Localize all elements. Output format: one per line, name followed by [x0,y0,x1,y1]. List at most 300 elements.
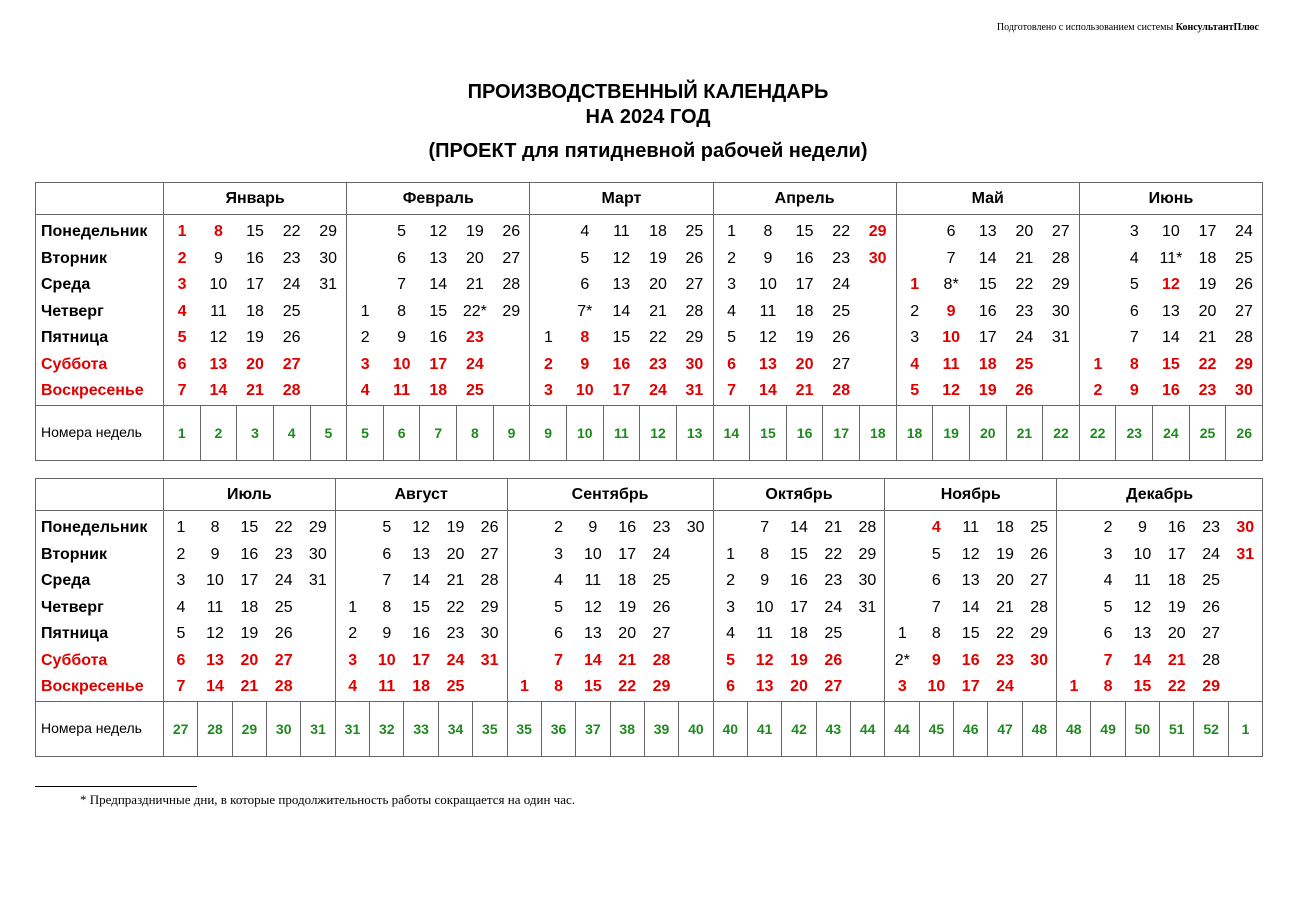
day-cell [816,511,850,542]
holiday-day: 26 [1015,382,1034,400]
day-cell [610,595,644,622]
work-day: 21 [824,519,843,537]
holiday-day: 16 [1162,382,1180,400]
day-cell [860,272,897,299]
day-cell [273,215,310,246]
holiday-day: 23 [649,355,667,373]
holiday-day: 9 [946,302,956,320]
day-cell [1043,325,1080,352]
work-day: 29 [480,598,499,616]
work-day: 20 [1198,302,1217,320]
work-day: 24 [1015,329,1034,347]
work-day: 21 [465,276,484,294]
holiday-day: 15 [583,678,602,696]
day-cell [335,621,369,648]
day-cell [267,511,301,542]
day-cell [576,674,610,701]
day-cell [1228,595,1262,622]
work-day: 15 [612,329,631,347]
day-cell [273,378,310,405]
day-cell [750,299,787,326]
day-cell [1006,352,1043,379]
holiday-day: 7 [1103,651,1113,669]
week-number: 52 [1194,701,1228,756]
work-day: 10 [206,572,224,590]
day-cell [507,674,541,701]
weekday-row [36,568,1263,595]
weekday-row [36,648,1263,675]
work-day: 2 [360,329,370,347]
work-day: 9 [382,625,392,643]
day-cell [644,568,678,595]
day-cell [713,352,750,379]
work-day: 13 [1133,625,1152,643]
day-cell [1160,595,1194,622]
work-day: 27 [480,545,499,563]
day-cell [1043,299,1080,326]
work-day: 18 [1198,249,1217,267]
week-number: 45 [919,701,953,756]
work-day: 8 [760,545,770,563]
day-cell [1153,299,1190,326]
day-cell [1057,595,1091,622]
work-day: 28 [858,519,877,537]
work-day: 20 [996,572,1014,590]
day-cell [198,595,232,622]
week-number: 37 [576,701,610,756]
day-cell [267,595,301,622]
day-cell [383,272,420,299]
week-number: 27 [164,701,198,756]
work-day: 21 [446,572,465,590]
month-name: Декабрь [1057,479,1263,511]
day-cell [404,674,438,701]
work-day: 24 [282,276,301,294]
week-number: 31 [301,701,335,756]
work-day: 31 [858,598,877,616]
day-cell [301,674,335,701]
day-cell [310,325,347,352]
work-day: 27 [652,625,671,643]
work-day: 3 [554,545,563,563]
holiday-day: 1 [177,223,187,241]
holiday-day: 23 [1198,382,1217,400]
day-cell [603,352,640,379]
holiday-day: 24 [446,651,465,669]
work-day: 13 [429,249,448,267]
work-day: 7 [946,249,956,267]
day-cell [164,674,198,701]
weekday-row [36,378,1263,405]
holiday-day: 21 [246,382,264,400]
work-day: 15 [240,519,259,537]
day-cell [823,325,860,352]
work-day: 10 [1133,545,1152,563]
day-cell [370,568,404,595]
week-number: 32 [370,701,404,756]
day-cell [919,542,953,569]
holiday-day: 29 [1235,355,1253,373]
day-cell [1079,299,1116,326]
week-number: 40 [679,701,713,756]
day-cell [610,674,644,701]
day-cell [954,648,988,675]
day-cell [232,568,266,595]
holiday-day: 19 [790,651,808,669]
day-cell [164,595,198,622]
day-cell [823,299,860,326]
day-cell [576,595,610,622]
weekday-label: Среда [36,272,164,299]
day-cell [198,648,232,675]
week-number: 23 [1116,405,1153,460]
day-cell [1079,246,1116,273]
day-cell [750,215,787,246]
week-numbers-label: Номера недель [36,701,164,756]
holiday-day: 22 [1167,678,1186,696]
day-cell [640,352,677,379]
day-cell [507,621,541,648]
week-number: 29 [232,701,266,756]
day-cell [370,511,404,542]
week-number: 41 [747,701,781,756]
work-day: 19 [1198,276,1217,294]
day-cell [860,215,897,246]
work-day: 5 [727,329,737,347]
day-cell [164,511,198,542]
holiday-day: 22 [618,678,637,696]
day-cell [919,674,953,701]
work-day: 5 [580,249,590,267]
day-cell [310,352,347,379]
day-cell [896,325,933,352]
work-day: 2* [894,651,910,669]
work-day: 19 [649,249,667,267]
day-cell [267,621,301,648]
day-cell [747,621,781,648]
day-cell [919,648,953,675]
work-day: 19 [996,545,1014,563]
day-cell [1022,511,1056,542]
day-cell [1125,542,1159,569]
day-cell [1091,568,1125,595]
day-cell [1226,325,1263,352]
work-day: 23 [1202,519,1221,537]
work-day: 20 [1015,223,1034,241]
work-day: 16 [790,572,808,590]
week-number: 7 [420,405,457,460]
holiday-day: 12 [755,651,774,669]
day-cell [198,542,232,569]
work-day: 8 [931,625,941,643]
day-cell [541,674,575,701]
work-day: 18 [790,625,808,643]
work-day: 8 [382,598,392,616]
week-number: 35 [473,701,507,756]
holiday-day: 20 [240,651,259,669]
work-day: 28 [1051,249,1070,267]
day-cell [786,352,823,379]
work-day: 17 [1198,223,1217,241]
holiday-day: 4 [348,678,358,696]
holiday-day: 20 [790,678,808,696]
holiday-day: 15 [1133,678,1152,696]
day-cell [816,595,850,622]
holiday-day: 21 [240,678,259,696]
day-cell [988,648,1022,675]
day-cell [473,674,507,701]
work-day: 7 [397,276,407,294]
day-cell [164,648,198,675]
day-cell [747,542,781,569]
day-cell [851,648,885,675]
day-cell [438,648,472,675]
day-cell [1125,568,1159,595]
holiday-day: 26 [824,651,843,669]
day-cell [713,648,747,675]
month-name: Сентябрь [507,479,713,511]
day-cell [640,378,677,405]
work-day: 17 [978,329,997,347]
holiday-day: 5 [726,651,735,669]
day-cell [860,299,897,326]
day-cell [438,511,472,542]
holiday-day: 17 [961,678,980,696]
work-day: 18 [240,598,259,616]
week-number: 6 [383,405,420,460]
day-cell [267,542,301,569]
day-cell [1194,595,1228,622]
day-cell [1022,595,1056,622]
holiday-day: 13 [206,651,224,669]
week-number: 48 [1022,701,1056,756]
day-cell [860,325,897,352]
work-day: 8 [397,302,407,320]
day-cell [1022,674,1056,701]
work-day: 29 [685,329,704,347]
day-cell [347,325,384,352]
day-cell [1057,511,1091,542]
weekday-row [36,325,1263,352]
day-cell [1226,352,1263,379]
work-day: 19 [795,329,814,347]
holiday-day: 30 [1030,651,1049,669]
work-day: 17 [246,276,264,294]
day-cell [782,674,816,701]
work-day: 4 [554,572,563,590]
day-cell [679,648,713,675]
week-number: 17 [823,405,860,460]
work-day: 4 [1103,572,1113,590]
weekday-label: Вторник [36,542,164,569]
day-cell [493,325,530,352]
day-cell [713,568,747,595]
day-cell [603,299,640,326]
holiday-day: 10 [927,678,946,696]
week-number: 26 [1226,405,1263,460]
month-header-row [36,479,1263,511]
work-day: 24 [1235,223,1253,241]
day-cell [370,595,404,622]
holiday-day: 1 [910,276,920,294]
holiday-day: 7 [176,678,186,696]
work-day: 22* [462,302,487,320]
day-cell [644,648,678,675]
work-day: 11 [962,519,979,537]
holiday-day: 1 [1093,355,1103,373]
day-cell [507,595,541,622]
day-cell [1057,648,1091,675]
day-cell [1057,674,1091,701]
day-cell [713,299,750,326]
holiday-day: 4 [360,382,370,400]
day-cell [786,246,823,273]
day-cell [860,246,897,273]
month-name: Март [530,183,713,215]
day-cell [1226,299,1263,326]
day-cell [457,378,494,405]
work-day: 30 [319,249,337,267]
day-cell [988,674,1022,701]
weekday-label: Понедельник [36,215,164,246]
day-cell [1228,674,1262,701]
work-day: 16 [618,519,637,537]
day-cell [310,215,347,246]
day-cell [1228,648,1262,675]
work-day: 30 [308,545,327,563]
work-day: 3 [910,329,920,347]
holiday-day: 28 [832,382,851,400]
day-cell [164,299,201,326]
day-cell [988,568,1022,595]
day-cell [267,674,301,701]
holiday-day: 1 [1069,678,1079,696]
day-cell [851,511,885,542]
work-day: 5 [382,519,392,537]
day-cell [933,215,970,246]
work-day: 20 [465,249,484,267]
day-cell [473,511,507,542]
holiday-day: 12 [1162,276,1180,294]
month-name: Май [896,183,1079,215]
day-cell [933,325,970,352]
work-day: 30 [858,572,877,590]
day-cell [713,542,747,569]
day-cell [473,568,507,595]
work-day: 26 [1202,598,1221,616]
holiday-day: 14 [759,382,777,400]
week-number: 5 [310,405,347,460]
holiday-day: 9 [1129,382,1139,400]
day-cell [200,325,237,352]
work-day: 12 [429,223,448,241]
day-cell [747,595,781,622]
day-cell [1006,325,1043,352]
work-day: 29 [502,302,521,320]
day-cell [786,325,823,352]
day-cell [420,325,457,352]
holiday-day: 25 [446,678,465,696]
day-cell [1125,511,1159,542]
holiday-day: 6 [727,355,737,373]
week-number: 48 [1057,701,1091,756]
holiday-day: 13 [759,355,777,373]
day-cell [1079,215,1116,246]
day-cell [1153,246,1190,273]
weekday-label: Среда [36,568,164,595]
work-day: 25 [824,625,843,643]
day-cell [301,621,335,648]
work-day: 28 [502,276,521,294]
week-number: 13 [676,405,713,460]
day-cell [507,648,541,675]
holiday-day: 6 [176,651,186,669]
work-day: 3 [1129,223,1139,241]
week-number: 22 [1043,405,1080,460]
holiday-day: 20 [246,355,264,373]
title-line-2: НА 2024 ГОД [585,106,711,128]
holiday-day: 11 [942,355,960,373]
work-day: 19 [465,223,484,241]
work-day: 18 [996,519,1014,537]
holiday-day: 12 [942,382,960,400]
work-day: 27 [1030,572,1049,590]
holiday-day: 5 [910,382,920,400]
day-cell [676,378,713,405]
day-cell [919,595,953,622]
day-cell [530,246,567,273]
weekday-label: Суббота [36,352,164,379]
work-day: 7 [931,598,941,616]
week-number: 14 [713,405,750,460]
day-cell [232,595,266,622]
day-cell [954,595,988,622]
holiday-day: 14 [206,678,224,696]
day-cell [541,568,575,595]
work-day: 27 [1202,625,1221,643]
week-number: 30 [267,701,301,756]
work-day: 1 [360,302,370,320]
work-day: 4 [1129,249,1139,267]
day-cell [473,648,507,675]
day-cell [438,568,472,595]
day-cell [679,568,713,595]
day-cell [988,621,1022,648]
day-cell [1160,542,1194,569]
day-cell [933,272,970,299]
holiday-day: 14 [1133,651,1152,669]
holiday-day: 1 [519,678,529,696]
day-cell [404,621,438,648]
day-cell [988,542,1022,569]
day-cell [457,299,494,326]
work-day: 23 [446,625,465,643]
day-cell [370,542,404,569]
day-cell [969,215,1006,246]
work-day: 15 [429,302,448,320]
work-day: 11 [206,598,224,616]
day-cell [1091,621,1125,648]
day-cell [679,621,713,648]
month-name: Июль [164,479,336,511]
day-cell [164,378,201,405]
work-day: 3 [726,598,735,616]
work-day: 28 [480,572,499,590]
day-cell [1079,272,1116,299]
work-day: 2 [727,249,737,267]
week-number: 35 [507,701,541,756]
holiday-day: 28 [282,382,301,400]
